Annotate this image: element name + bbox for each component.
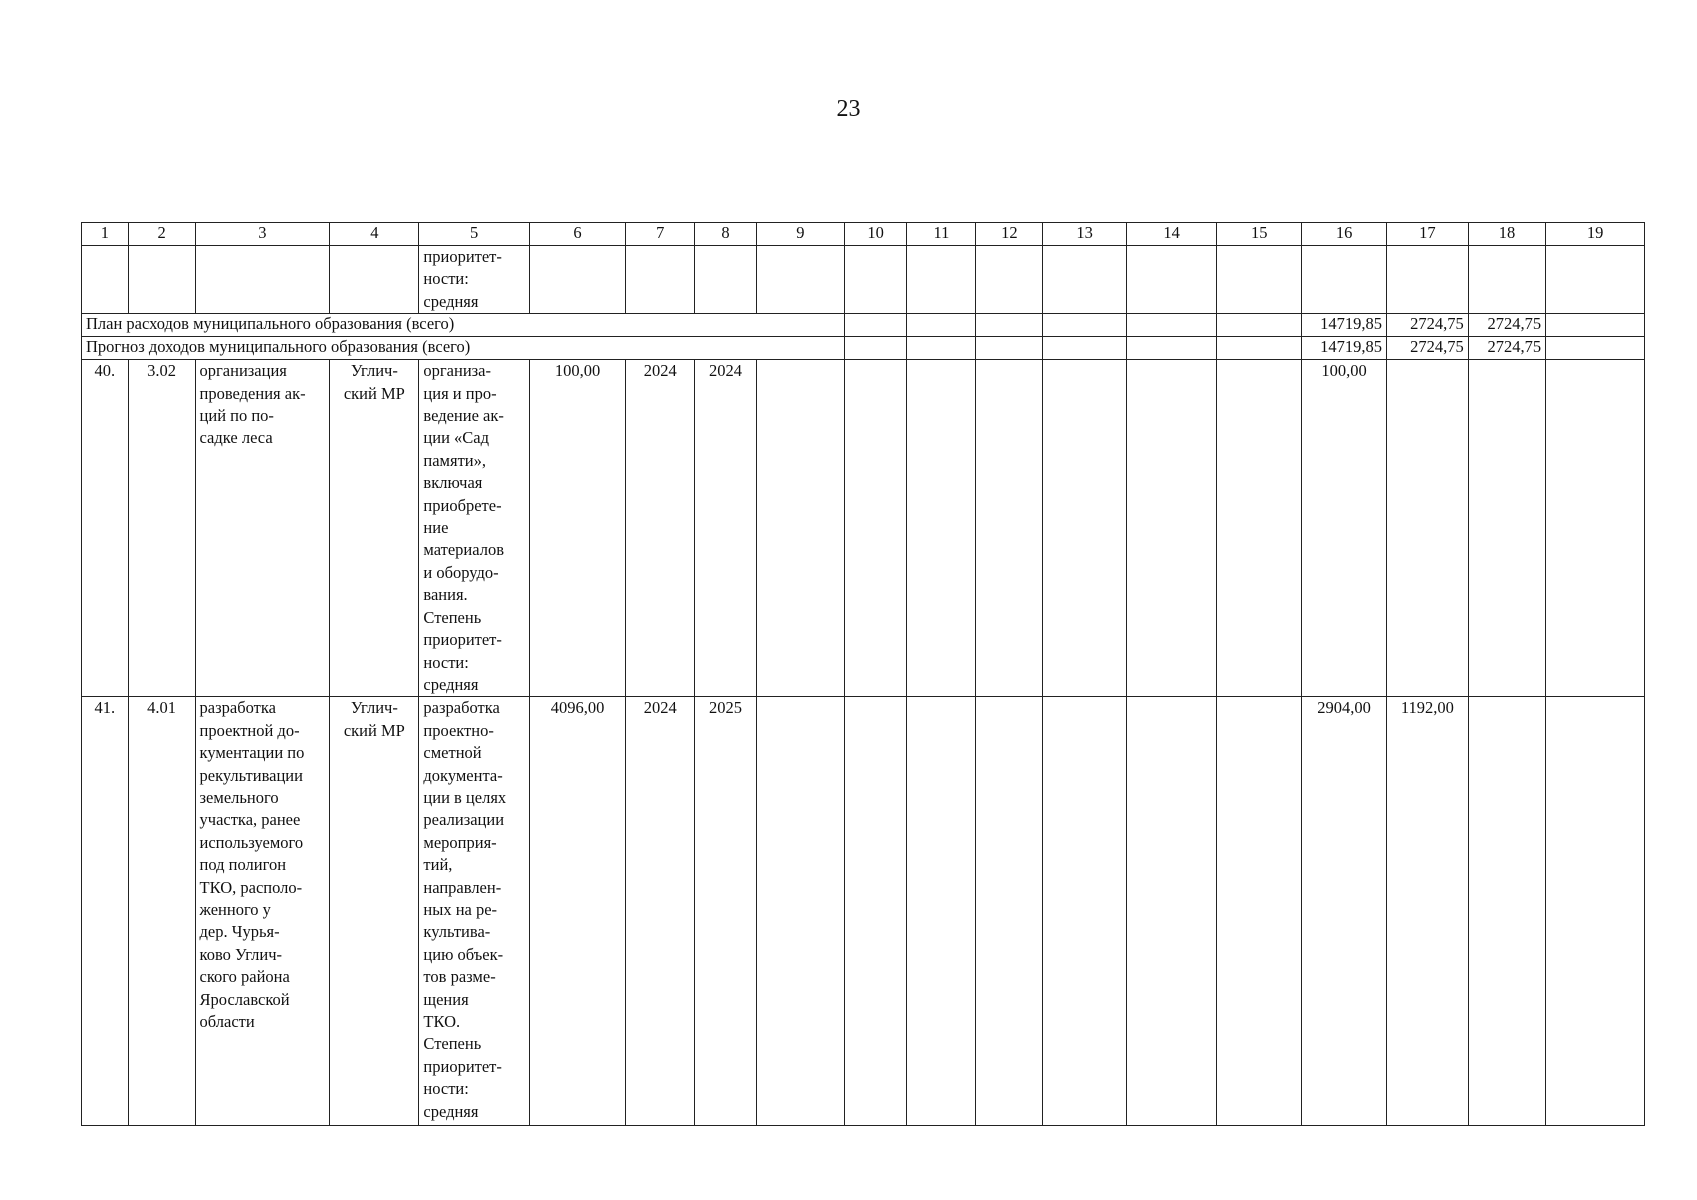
row-total: 100,00 bbox=[529, 360, 626, 697]
row-number: 40. bbox=[82, 360, 129, 697]
row-col17 bbox=[1387, 360, 1469, 697]
header-cell-13: 13 bbox=[1043, 223, 1127, 246]
row-name: организация проведения ак- ций по по- садке леса bbox=[195, 360, 330, 697]
header-cell-7: 7 bbox=[626, 223, 695, 246]
plan-total-col16: 14719,85 bbox=[1302, 314, 1387, 337]
row-number: 41. bbox=[82, 697, 129, 1126]
header-cell-1: 1 bbox=[82, 223, 129, 246]
header-cell-16: 16 bbox=[1302, 223, 1387, 246]
header-cell-19: 19 bbox=[1546, 223, 1645, 246]
header-cell-9: 9 bbox=[756, 223, 844, 246]
row-col17: 1192,00 bbox=[1387, 697, 1469, 1126]
row-col18 bbox=[1468, 697, 1545, 1126]
header-cell-14: 14 bbox=[1127, 223, 1217, 246]
header-cell-8: 8 bbox=[695, 223, 757, 246]
header-cell-18: 18 bbox=[1468, 223, 1545, 246]
income-forecast-col16: 14719,85 bbox=[1302, 337, 1387, 360]
row-start-year: 2024 bbox=[626, 697, 695, 1126]
table-row bbox=[82, 360, 1645, 697]
header-cell-5: 5 bbox=[419, 223, 529, 246]
row-end-year: 2024 bbox=[695, 360, 757, 697]
header-cell-10: 10 bbox=[844, 223, 907, 246]
row-executor: Углич- ский МР bbox=[330, 360, 419, 697]
header-cell-15: 15 bbox=[1217, 223, 1302, 246]
expenditure-table bbox=[81, 222, 1645, 1126]
row-code: 4.01 bbox=[128, 697, 195, 1126]
row-col16: 2904,00 bbox=[1302, 697, 1387, 1126]
table-row bbox=[82, 697, 1645, 1126]
plan-total-label: План расходов муниципального образования (всего) bbox=[82, 314, 845, 337]
row-description: разработка проектно- сметной документа- ции в целях реализации мероприя- тий, направлен- ных на ре- культива- цию объек- тов разме- щения ТКО. Степень приоритет- ности: средняя bbox=[419, 697, 529, 1126]
plan-total-col18: 2724,75 bbox=[1468, 314, 1545, 337]
row-description: организа- ция и про- ведение ак- ции «Сад памяти», включая приобрете- ние материалов и оборудо- вания. Степень приоритет- ности: средняя bbox=[419, 360, 529, 697]
row-code: 3.02 bbox=[128, 360, 195, 697]
row-col18 bbox=[1468, 360, 1545, 697]
income-forecast-col17: 2724,75 bbox=[1387, 337, 1469, 360]
header-cell-12: 12 bbox=[976, 223, 1043, 246]
table-header-row bbox=[82, 223, 1645, 246]
table-row-income-forecast bbox=[82, 337, 1645, 360]
income-forecast-label: Прогноз доходов муниципального образования (всего) bbox=[82, 337, 845, 360]
header-cell-4: 4 bbox=[330, 223, 419, 246]
row-col16: 100,00 bbox=[1302, 360, 1387, 697]
plan-total-col17: 2724,75 bbox=[1387, 314, 1469, 337]
row-end-year: 2025 bbox=[695, 697, 757, 1126]
header-cell-11: 11 bbox=[907, 223, 976, 246]
header-cell-2: 2 bbox=[128, 223, 195, 246]
row-name: разработка проектной до- кументации по рекультивации земельного участка, ранее используемого под полигон ТКО, располо- женного у дер. Чурья- ково Углич- ского района Ярославской области bbox=[195, 697, 330, 1126]
income-forecast-col18: 2724,75 bbox=[1468, 337, 1545, 360]
row-total: 4096,00 bbox=[529, 697, 626, 1126]
row-executor: Углич- ский МР bbox=[330, 697, 419, 1126]
header-cell-3: 3 bbox=[195, 223, 330, 246]
row-start-year: 2024 bbox=[626, 360, 695, 697]
header-cell-6: 6 bbox=[529, 223, 626, 246]
header-cell-17: 17 bbox=[1387, 223, 1469, 246]
table-row-plan-total bbox=[82, 314, 1645, 337]
page-number: 23 bbox=[836, 96, 861, 122]
table-row-continuation bbox=[82, 246, 1645, 314]
continuation-description: приоритет- ности: средняя bbox=[419, 246, 529, 314]
